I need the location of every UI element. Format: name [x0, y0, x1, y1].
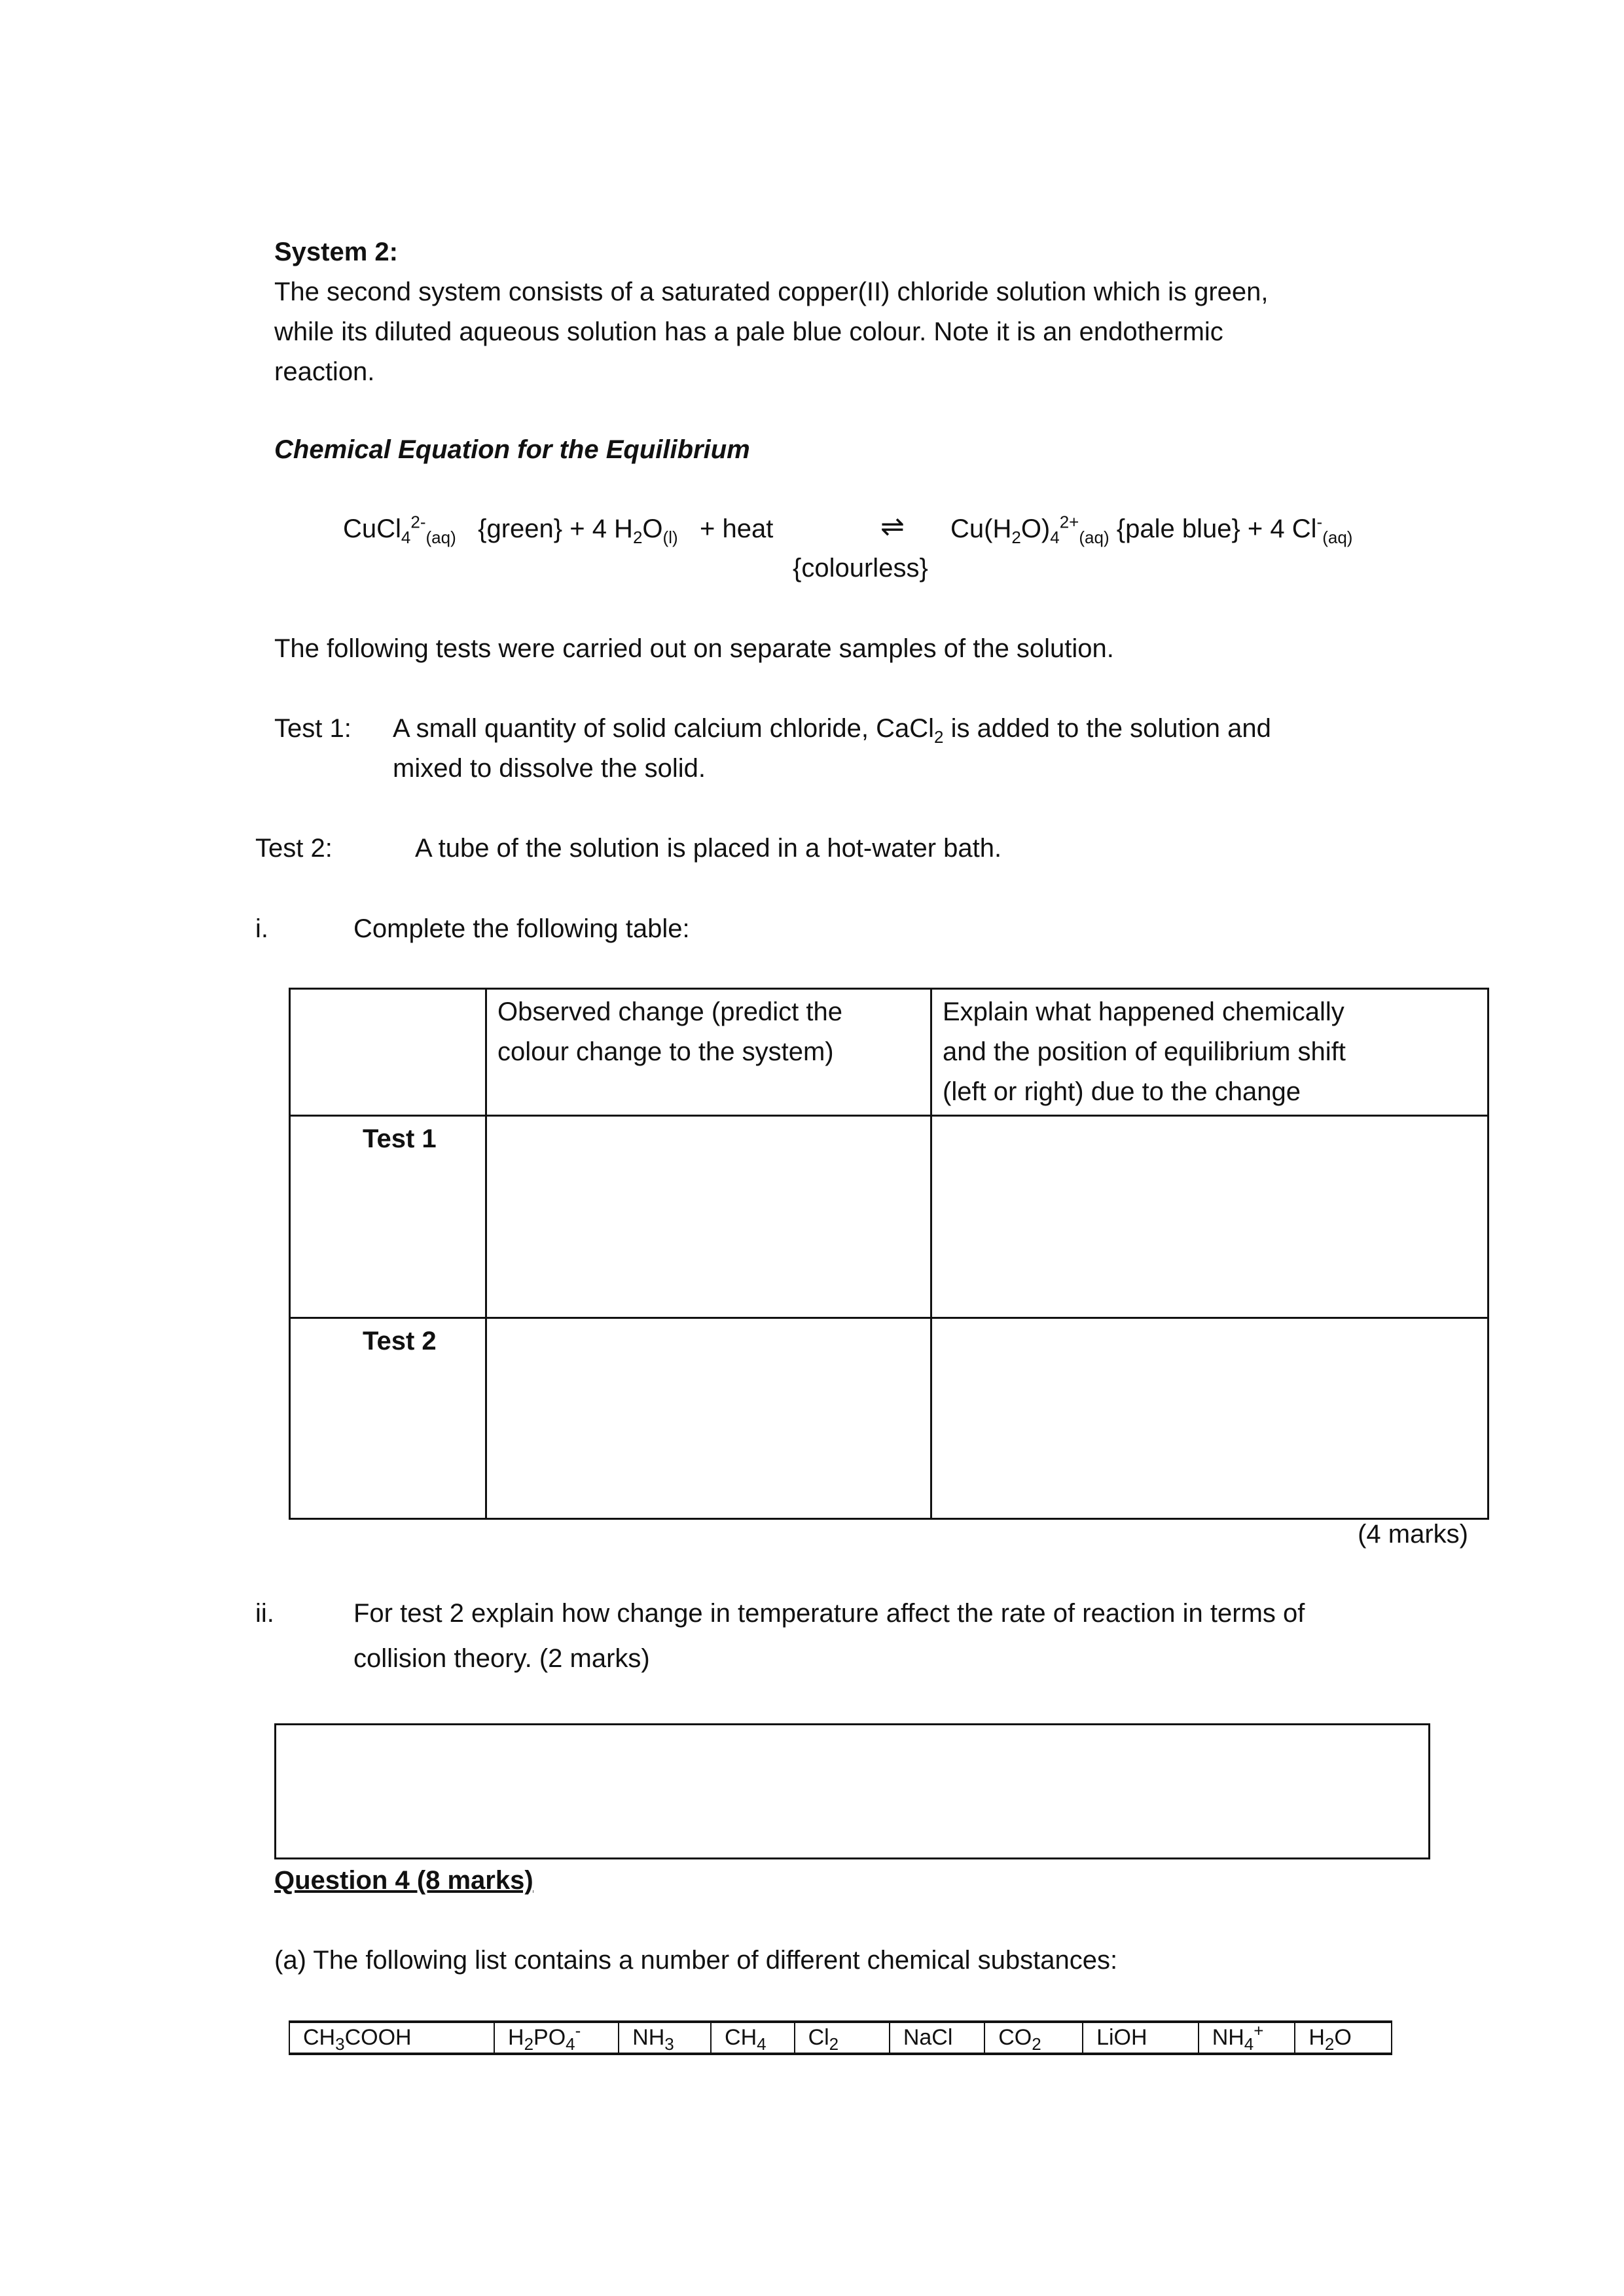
substances-row: [289, 2022, 1392, 2054]
test1-label: Test 1:: [274, 714, 352, 743]
formula-segment: +: [1254, 2020, 1264, 2041]
substances-table: [289, 2020, 1392, 2055]
test2-label: Test 2:: [255, 834, 333, 863]
substance-cell: [1083, 2022, 1199, 2054]
substance-cell: [1295, 2022, 1392, 2054]
formula-segment: O): [1020, 514, 1051, 543]
test2-observed-cell[interactable]: [486, 1318, 931, 1519]
formula-segment: 4: [757, 2034, 767, 2054]
test2-explanation-cell[interactable]: [931, 1318, 1489, 1519]
substance-cell: [1199, 2022, 1295, 2054]
formula-segment: 2: [1011, 528, 1021, 547]
formula-segment: (l): [662, 528, 678, 547]
formula-segment: -: [575, 2020, 581, 2041]
formula-segment: 2+: [1059, 512, 1079, 532]
formula-segment: COOH: [344, 2025, 412, 2050]
formula-segment: O: [642, 514, 663, 543]
row-label-test2: Test 2: [290, 1318, 486, 1519]
part-ii-line-1: For test 2 explain how change in temperature affect the rate of reaction in terms of: [353, 1599, 1305, 1628]
substance-cell: [711, 2022, 795, 2054]
formula-segment: 3: [664, 2034, 674, 2054]
formula-segment: NH: [1212, 2025, 1244, 2050]
formula-segment: is added to the solution and: [943, 714, 1271, 743]
formula-segment: {pale blue} + 4 Cl: [1109, 514, 1317, 543]
test2-text: A tube of the solution is placed in a hot-water bath.: [415, 834, 1002, 863]
row-label-test1: Test 1: [290, 1116, 486, 1318]
formula-segment: NH: [632, 2025, 665, 2050]
formula-segment: 2: [829, 2034, 839, 2054]
part-ii-line-2: collision theory. (2 marks): [353, 1644, 650, 1673]
answer-box[interactable]: [274, 1723, 1430, 1859]
formula-segment: 2: [524, 2034, 534, 2054]
tests-intro: The following tests were carried out on separate samples of the solution.: [274, 634, 1114, 663]
formula-segment: 2-: [410, 512, 426, 532]
formula-segment: {green} + 4 H: [456, 514, 633, 543]
equilibrium-arrow-icon: ⇌: [880, 511, 905, 543]
intro-line-3: reaction.: [274, 357, 375, 386]
part-i-numeral: i.: [255, 914, 268, 943]
formula-segment: (aq): [425, 528, 456, 547]
substance-cell: [890, 2022, 984, 2054]
formula-segment: A small quantity of solid calcium chloride, CaCl: [393, 714, 935, 743]
header-blank: [290, 989, 486, 1116]
test1-observed-cell[interactable]: [486, 1116, 931, 1318]
formula-segment: 2: [934, 727, 944, 747]
question4-heading: Question 4 (8 marks): [274, 1866, 533, 1895]
formula-segment: CH: [303, 2025, 336, 2050]
formula-segment: NaCl: [903, 2025, 953, 2050]
formula-segment: 3: [335, 2034, 345, 2054]
formula-segment: 4: [566, 2034, 575, 2054]
test1-line-2: mixed to dissolve the solid.: [393, 754, 706, 783]
formula-segment: LiOH: [1096, 2025, 1147, 2050]
formula-segment: CH: [725, 2025, 757, 2050]
equation-heading: Chemical Equation for the Equilibrium: [274, 435, 750, 464]
header-observed-change: Observed change (predict the colour change to the system): [486, 989, 931, 1116]
substance-cell: [619, 2022, 711, 2054]
system-heading: System 2:: [274, 238, 398, 266]
substance-cell: [984, 2022, 1083, 2054]
substance-cell: [289, 2022, 494, 2054]
answer-table: [289, 988, 1489, 1520]
formula-segment: 4: [401, 528, 411, 547]
formula-segment: 2: [1032, 2034, 1041, 2054]
equation-right: [950, 509, 1352, 549]
formula-segment: PO: [533, 2025, 566, 2050]
intro-line-1: The second system consists of a saturated copper(II) chloride solution which is green,: [274, 278, 1269, 306]
test1-line-1: [393, 709, 1271, 749]
substance-cell: [494, 2022, 619, 2054]
formula-segment: H: [508, 2025, 524, 2050]
formula-segment: O: [1334, 2025, 1352, 2050]
part-i-prompt: Complete the following table:: [353, 914, 690, 943]
formula-segment: CuCl: [343, 514, 401, 543]
substance-cell: [795, 2022, 890, 2054]
formula-segment: 4: [1244, 2034, 1254, 2054]
formula-segment: 4: [1050, 528, 1060, 547]
formula-segment: H: [1308, 2025, 1325, 2050]
question4-part-a: (a) The following list contains a number of different chemical substances:: [274, 1946, 1118, 1975]
header-explanation: Explain what happened chemically and the position of equilibrium shift (left or right) due to the change: [931, 989, 1489, 1116]
formula-segment: Cu(H: [950, 514, 1012, 543]
formula-segment: -: [1316, 512, 1323, 532]
part-i-marks: (4 marks): [1358, 1520, 1468, 1549]
formula-segment: CO: [998, 2025, 1032, 2050]
equation-note: {colourless}: [793, 554, 928, 583]
intro-line-2: while its diluted aqueous solution has a pale blue colour. Note it is an endothermic: [274, 317, 1223, 346]
formula-segment: 2: [1324, 2034, 1335, 2054]
formula-segment: + heat: [677, 514, 774, 543]
formula-segment: (aq): [1322, 528, 1353, 547]
part-ii-numeral: ii.: [255, 1599, 274, 1628]
formula-segment: 2: [632, 528, 643, 547]
formula-segment: Cl: [808, 2025, 829, 2050]
formula-segment: (aq): [1079, 528, 1110, 547]
test1-explanation-cell[interactable]: [931, 1116, 1489, 1318]
equation-left: [343, 509, 773, 549]
